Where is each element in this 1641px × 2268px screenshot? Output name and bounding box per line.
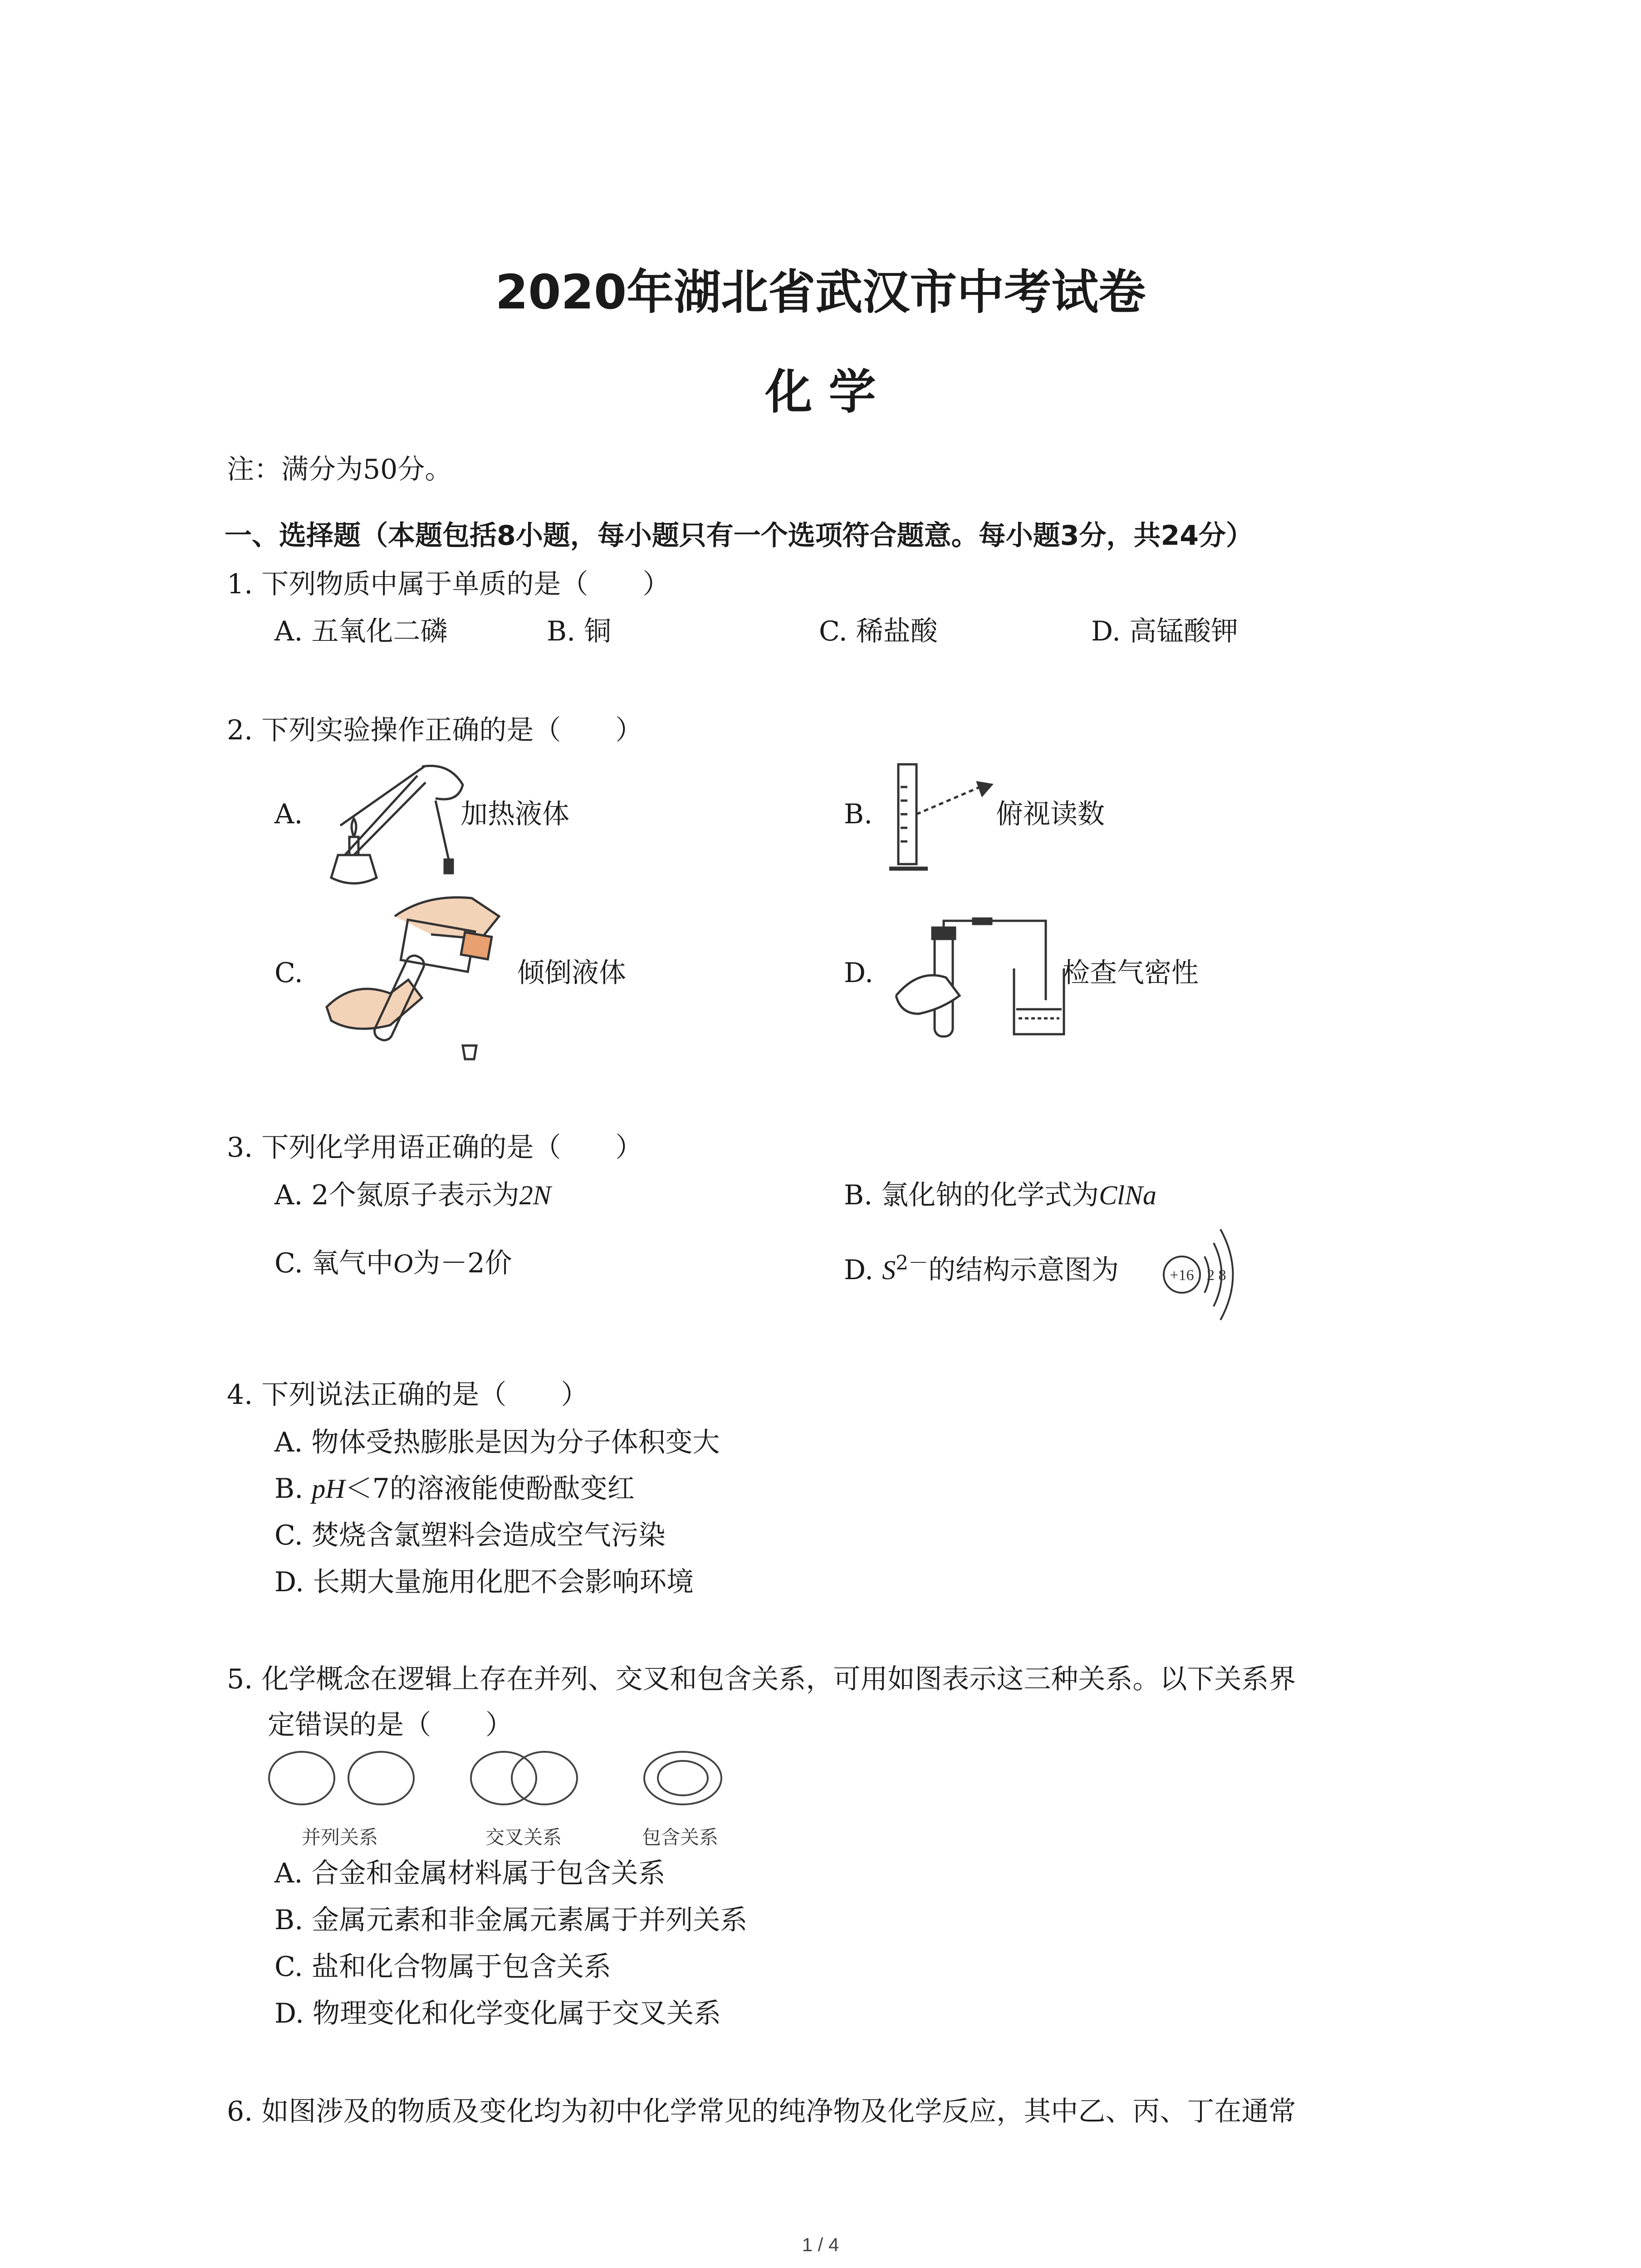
intersect-circle-left <box>471 1752 536 1804</box>
page-number: 1 / 4 <box>802 2234 839 2255</box>
q4-option-a: A. 物体受热膨胀是因为分子体积变大 <box>274 1427 720 1458</box>
q3-option-a <box>274 1179 551 1211</box>
q4-option-b <box>274 1473 635 1505</box>
q1-option-c: C. 稀盐酸 <box>819 616 938 647</box>
intersect-circle-right <box>512 1752 577 1804</box>
q3-option-a-text: A. 2个氮原子表示为 <box>274 1179 519 1211</box>
graduated-cylinder-illustration <box>889 760 998 878</box>
airtightness-check-illustration <box>892 919 1064 1046</box>
shell-electrons-label: 2 8 <box>1207 1267 1226 1284</box>
heating-liquid-illustration <box>313 758 476 894</box>
q4-option-c: C. 焚烧含氯塑料会造成空气污染 <box>274 1520 666 1551</box>
venn-label-intersect: 交叉关系 <box>485 1826 562 1848</box>
venn-label-contain: 包含关系 <box>642 1826 719 1848</box>
q2-option-b-letter: B. <box>844 798 873 830</box>
q4-option-b-letter: B. <box>274 1473 304 1505</box>
q2-option-c-label: 倾倒液体 <box>517 957 626 989</box>
q4-option-b-ph: pH <box>312 1474 345 1504</box>
q6-stem-line1: 6. 如图涉及的物质及变化均为初中化学常见的纯净物及化学反应，其中乙、丙、丁在通常 <box>227 2096 1296 2127</box>
sulfur-ion-structure-diagram <box>1159 1225 1250 1325</box>
q5-option-a: A. 合金和金属材料属于包含关系 <box>274 1857 666 1889</box>
q4-option-b-text: ＜7的溶液能使酚酞变红 <box>345 1473 635 1505</box>
q3-option-c-suffix: 为－2价 <box>413 1247 512 1279</box>
q4-stem: 4. 下列说法正确的是（ ） <box>227 1379 588 1411</box>
q4-option-d: D. 长期大量施用化肥不会影响环境 <box>274 1566 694 1598</box>
parallel-circle-right <box>348 1752 414 1804</box>
q3-option-d-charge: 2－ <box>896 1251 929 1275</box>
pouring-liquid-illustration <box>318 889 517 1070</box>
q3-option-d-ion: S <box>882 1255 896 1285</box>
exam-title: 2020年湖北省武汉市中考试卷 <box>495 264 1146 320</box>
q5-option-d: D. 物理变化和化学变化属于交叉关系 <box>274 1998 721 2029</box>
q2-option-d-label: 检查气密性 <box>1063 957 1199 989</box>
q5-stem-line2: 定错误的是（ ） <box>268 1709 513 1741</box>
q3-option-b-text: B. 氯化钠的化学式为 <box>844 1179 1099 1211</box>
q3-option-c-symbol: O <box>393 1248 413 1278</box>
q3-stem: 3. 下列化学用语正确的是（ ） <box>227 1132 643 1163</box>
contain-circle-outer <box>644 1752 721 1804</box>
subject-title: 化 学 <box>765 364 876 420</box>
q2-option-b-label: 俯视读数 <box>996 798 1105 830</box>
venn-relation-diagram <box>268 1749 744 1812</box>
q2-option-c-letter: C. <box>274 957 303 989</box>
q2-option-a-label: 加热液体 <box>460 798 569 830</box>
q3-option-d-suffix: 的结构示意图为 <box>928 1254 1119 1286</box>
contain-circle-inner <box>658 1761 708 1795</box>
q5-stem-line1: 5. 化学概念在逻辑上存在并列、交叉和包含关系，可用如图表示这三种关系。以下关系界 <box>227 1663 1296 1695</box>
q2-option-a-letter: A. <box>274 798 303 830</box>
parallel-circle-left <box>269 1752 334 1804</box>
q3-option-b <box>844 1179 1156 1211</box>
nucleus-charge-label: +16 <box>1170 1267 1194 1284</box>
q3-option-d <box>844 1250 1119 1284</box>
q3-option-c <box>274 1247 512 1279</box>
q2-stem: 2. 下列实验操作正确的是（ ） <box>227 714 643 746</box>
score-note: 注：满分为50分。 <box>227 454 452 485</box>
q5-option-b: B. 金属元素和非金属元素属于并列关系 <box>274 1904 748 1936</box>
q1-option-b: B. 铜 <box>547 616 612 647</box>
q5-option-c: C. 盐和化合物属于包含关系 <box>274 1951 611 1983</box>
q2-option-d-letter: D. <box>844 957 874 989</box>
q3-option-d-letter: D. <box>844 1254 874 1286</box>
q1-option-d: D. 高锰酸钾 <box>1091 616 1239 647</box>
q1-stem: 1. 下列物质中属于单质的是（ ） <box>227 568 670 600</box>
venn-label-parallel: 并列关系 <box>302 1826 378 1848</box>
q1-option-a: A. 五氧化二磷 <box>274 616 448 647</box>
q3-option-c-text: C. 氧气中 <box>274 1247 393 1279</box>
section-heading: 一、选择题（本题包括8小题，每小题只有一个选项符合题意。每小题3分，共24分） <box>225 520 1253 552</box>
q3-option-b-formula: ClNa <box>1099 1180 1156 1210</box>
q3-option-a-formula: 2N <box>519 1180 551 1210</box>
